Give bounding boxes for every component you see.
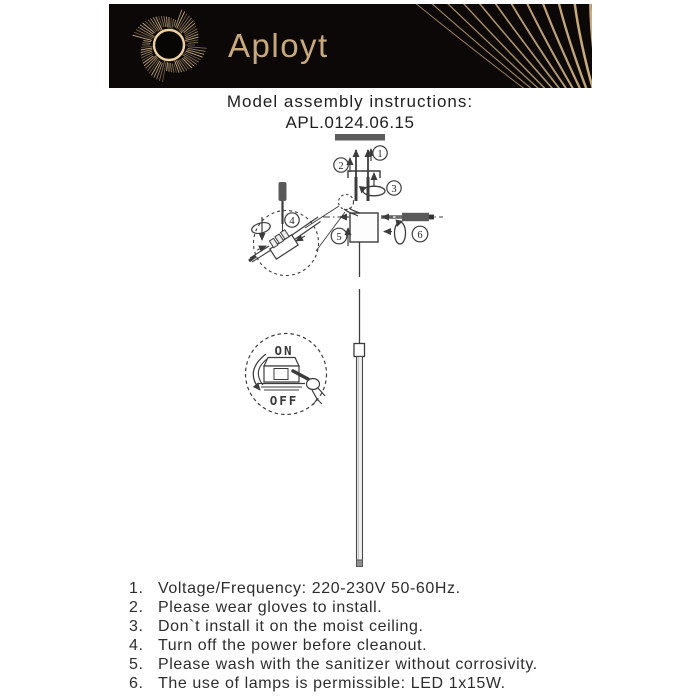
- svg-text:4: 4: [289, 216, 295, 227]
- svg-text:1: 1: [377, 149, 383, 160]
- ceiling-plate: [335, 134, 385, 141]
- instruction-item: [129, 617, 538, 636]
- brand-banner: [109, 4, 592, 88]
- cable-connector: [354, 344, 365, 357]
- wiring-zoom-source: [339, 195, 354, 210]
- instruction-number: 3.: [129, 618, 144, 635]
- svg-text:3: 3: [391, 184, 397, 195]
- step-marker-1: [373, 146, 387, 160]
- rotation-arrow-step6: [384, 220, 406, 245]
- pendant-rod: [357, 357, 363, 567]
- instruction-item: [129, 674, 538, 693]
- instruction-text: Please wash with the sanitizer without corrosivity.: [158, 656, 538, 673]
- instruction-text: Turn off the power before cleanout.: [158, 637, 428, 654]
- banner-art: [109, 4, 592, 88]
- model-number: APL.0124.06.15: [285, 113, 415, 132]
- rotation-arrow-step3: [359, 173, 385, 196]
- instruction-item: [129, 579, 538, 598]
- terminal-block: [265, 228, 298, 259]
- screwdriver-icon: [279, 182, 287, 201]
- svg-text:6: 6: [417, 230, 423, 241]
- instruction-number: 6.: [129, 675, 144, 692]
- instruction-text: The use of lamps is permissible: LED 1x15W.: [158, 675, 506, 692]
- title-block: [0, 91, 700, 133]
- instruction-text: Please wear gloves to install.: [158, 599, 383, 616]
- canopy-box: [350, 213, 378, 242]
- step-marker-5: [331, 228, 347, 244]
- sunburst-center: [156, 32, 182, 58]
- step-marker-4: [285, 213, 299, 227]
- instruction-item: [129, 655, 538, 674]
- corner-rays-decoration: [409, 4, 592, 88]
- mounting-screws: [356, 150, 368, 201]
- svg-text:2: 2: [338, 161, 344, 172]
- off-label: OFF: [269, 393, 299, 408]
- step-marker-3: [387, 181, 401, 195]
- page-title: Model assembly instructions:: [226, 92, 474, 111]
- instruction-number: 4.: [129, 637, 144, 654]
- instruction-item: [129, 598, 538, 617]
- on-label: ON: [274, 343, 294, 358]
- instruction-number: 1.: [129, 580, 144, 597]
- step-marker-2: [334, 158, 348, 172]
- brand-name: Aployt: [228, 27, 329, 64]
- instruction-item: [129, 636, 538, 655]
- instruction-list: [129, 579, 538, 693]
- instruction-text: Don`t install it on the moist ceiling.: [158, 618, 424, 635]
- instruction-number: 2.: [129, 599, 144, 616]
- terminal-detail-callout: [249, 182, 321, 276]
- step-marker-6: [412, 226, 428, 242]
- instruction-text: Voltage/Frequency: 220-230V 50-60Hz.: [158, 580, 461, 597]
- rod-end-cap: [357, 560, 363, 567]
- assembly-diagram: [235, 128, 450, 573]
- mounting-bracket: [348, 171, 380, 178]
- instruction-number: 5.: [129, 656, 144, 673]
- onoff-switch-callout: [246, 334, 327, 415]
- svg-text:5: 5: [336, 232, 342, 243]
